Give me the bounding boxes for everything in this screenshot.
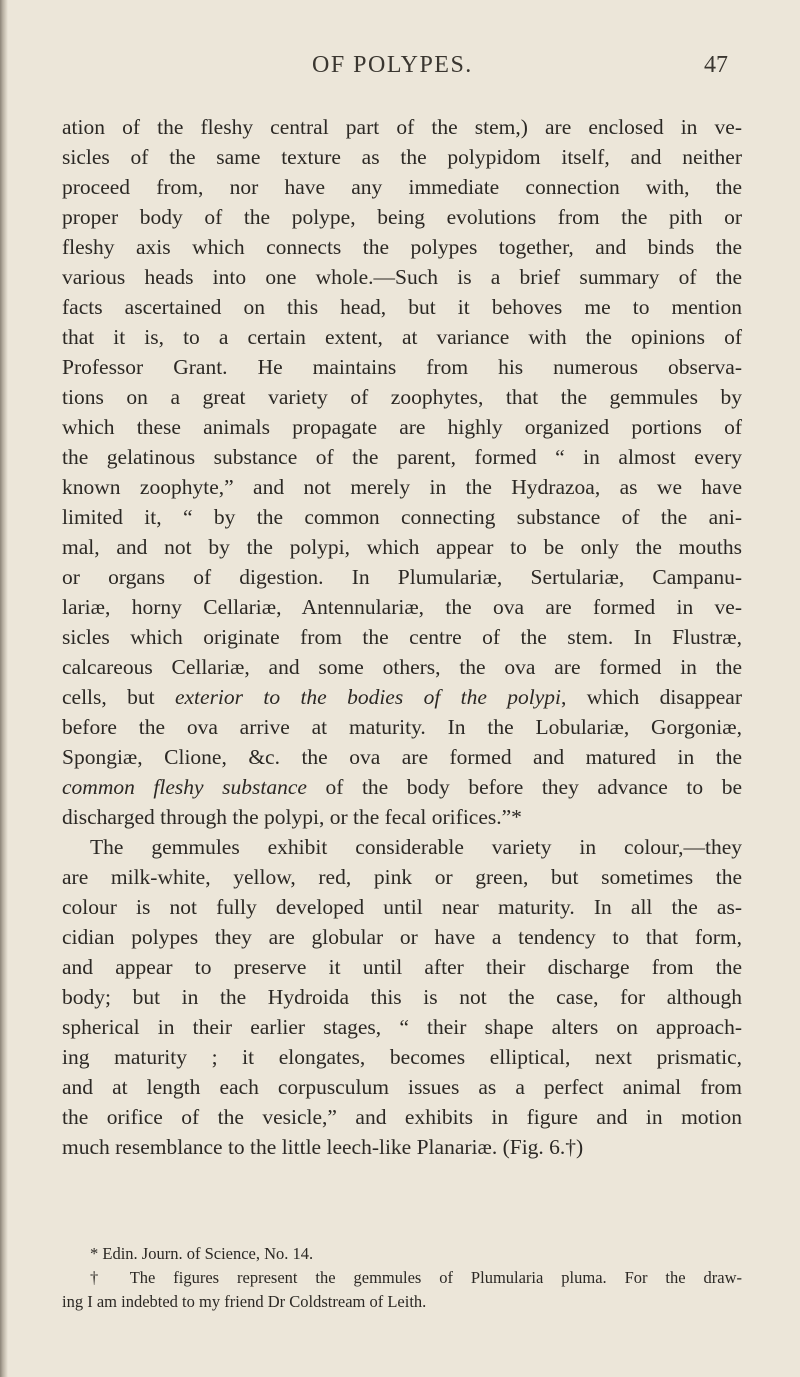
text-line: calcareous Cellariæ, and some others, the ova are formed in the xyxy=(62,655,742,679)
text-line: cells, but exterior to the bodies of the polypi, which disappear xyxy=(62,685,743,709)
text-line: and at length each corpusculum issues as a perfect animal from xyxy=(62,1075,742,1099)
text-line: which these animals propagate are highly organized portions of xyxy=(62,415,742,439)
text-line: various heads into one whole.—Such is a brief summary of the xyxy=(62,265,742,289)
footnote-2: † The figures represent the gemmules of Plumularia pluma. For the draw- xyxy=(90,1268,742,1287)
page-number: 47 xyxy=(704,52,728,78)
text-line: limited it, “ by the common connecting substance of the ani- xyxy=(62,505,742,529)
text-line: before the ova arrive at maturity. In the Lobulariæ, Gorgoniæ, xyxy=(62,715,742,739)
text-line: tions on a great variety of zoophytes, that the gemmules by xyxy=(62,385,742,409)
text-line: common fleshy substance of the body before they advance to be xyxy=(62,775,742,799)
text-line: spherical in their earlier stages, “ their shape alters on approach- xyxy=(62,1015,742,1039)
text-line: known zoophyte,” and not merely in the Hydrazoa, as we have xyxy=(62,475,742,499)
text-line: ing maturity ; it elongates, becomes elliptical, next prismatic, xyxy=(62,1045,742,1069)
text-line: Professor Grant. He maintains from his numerous observa- xyxy=(62,355,742,379)
italic-phrase: exterior to the bodies of the polypi xyxy=(174,685,561,709)
text-line: cidian polypes they are globular or have a tendency to that form, xyxy=(62,925,742,949)
text-line: body; but in the Hydroida this is not the case, for although xyxy=(62,985,742,1009)
text-line: lariæ, horny Cellariæ, Antennulariæ, the ova are formed in ve- xyxy=(62,595,742,619)
page-header xyxy=(0,52,800,88)
text-line: the orifice of the vesicle,” and exhibits in figure and in motion xyxy=(62,1105,742,1129)
text-line: sicles which originate from the centre of the stem. In Flustræ, xyxy=(62,625,742,649)
italic-phrase: common fleshy substance xyxy=(62,775,307,799)
text-line: fleshy axis which connects the polypes together, and binds the xyxy=(62,235,742,259)
text-line: ation of the fleshy central part of the stem,) are enclosed in ve- xyxy=(62,115,742,139)
text-line: are milk-white, yellow, red, pink or green, but sometimes the xyxy=(62,865,742,889)
body-text xyxy=(62,112,742,1162)
footnotes xyxy=(62,1242,742,1314)
footnote-2-continued: ing I am indebted to my friend Dr Coldstream of Leith. xyxy=(62,1292,427,1311)
text-line: mal, and not by the polypi, which appear to be only the mouths xyxy=(62,535,742,559)
text-line: and appear to preserve it until after their discharge from the xyxy=(62,955,742,979)
running-head: OF POLYPES. xyxy=(312,52,473,78)
text-line: colour is not fully developed until near maturity. In all the as- xyxy=(62,895,742,919)
paragraph-start: The gemmules exhibit considerable variety in colour,—they xyxy=(90,835,742,859)
text-line: discharged through the polypi, or the fecal orifices.”* xyxy=(62,805,522,829)
footnote-1: * Edin. Journ. of Science, No. 14. xyxy=(90,1244,314,1263)
text-line: the gelatinous substance of the parent, formed “ in almost every xyxy=(62,445,742,469)
text-line: much resemblance to the little leech-like Planariæ. (Fig. 6.†) xyxy=(62,1135,584,1159)
text-line: or organs of digestion. In Plumulariæ, Sertulariæ, Campanu- xyxy=(62,565,742,589)
text-line: proper body of the polype, being evolutions from the pith or xyxy=(62,205,742,229)
text-line: Spongiæ, Clione, &c. the ova are formed and matured in the xyxy=(62,745,742,769)
text-line: proceed from, nor have any immediate connection with, the xyxy=(62,175,742,199)
text-line: that it is, to a certain extent, at variance with the opinions of xyxy=(62,325,742,349)
text-line: sicles of the same texture as the polypidom itself, and neither xyxy=(62,145,742,169)
text-line: facts ascertained on this head, but it behoves me to mention xyxy=(62,295,742,319)
page-gutter-shadow xyxy=(0,0,8,1377)
